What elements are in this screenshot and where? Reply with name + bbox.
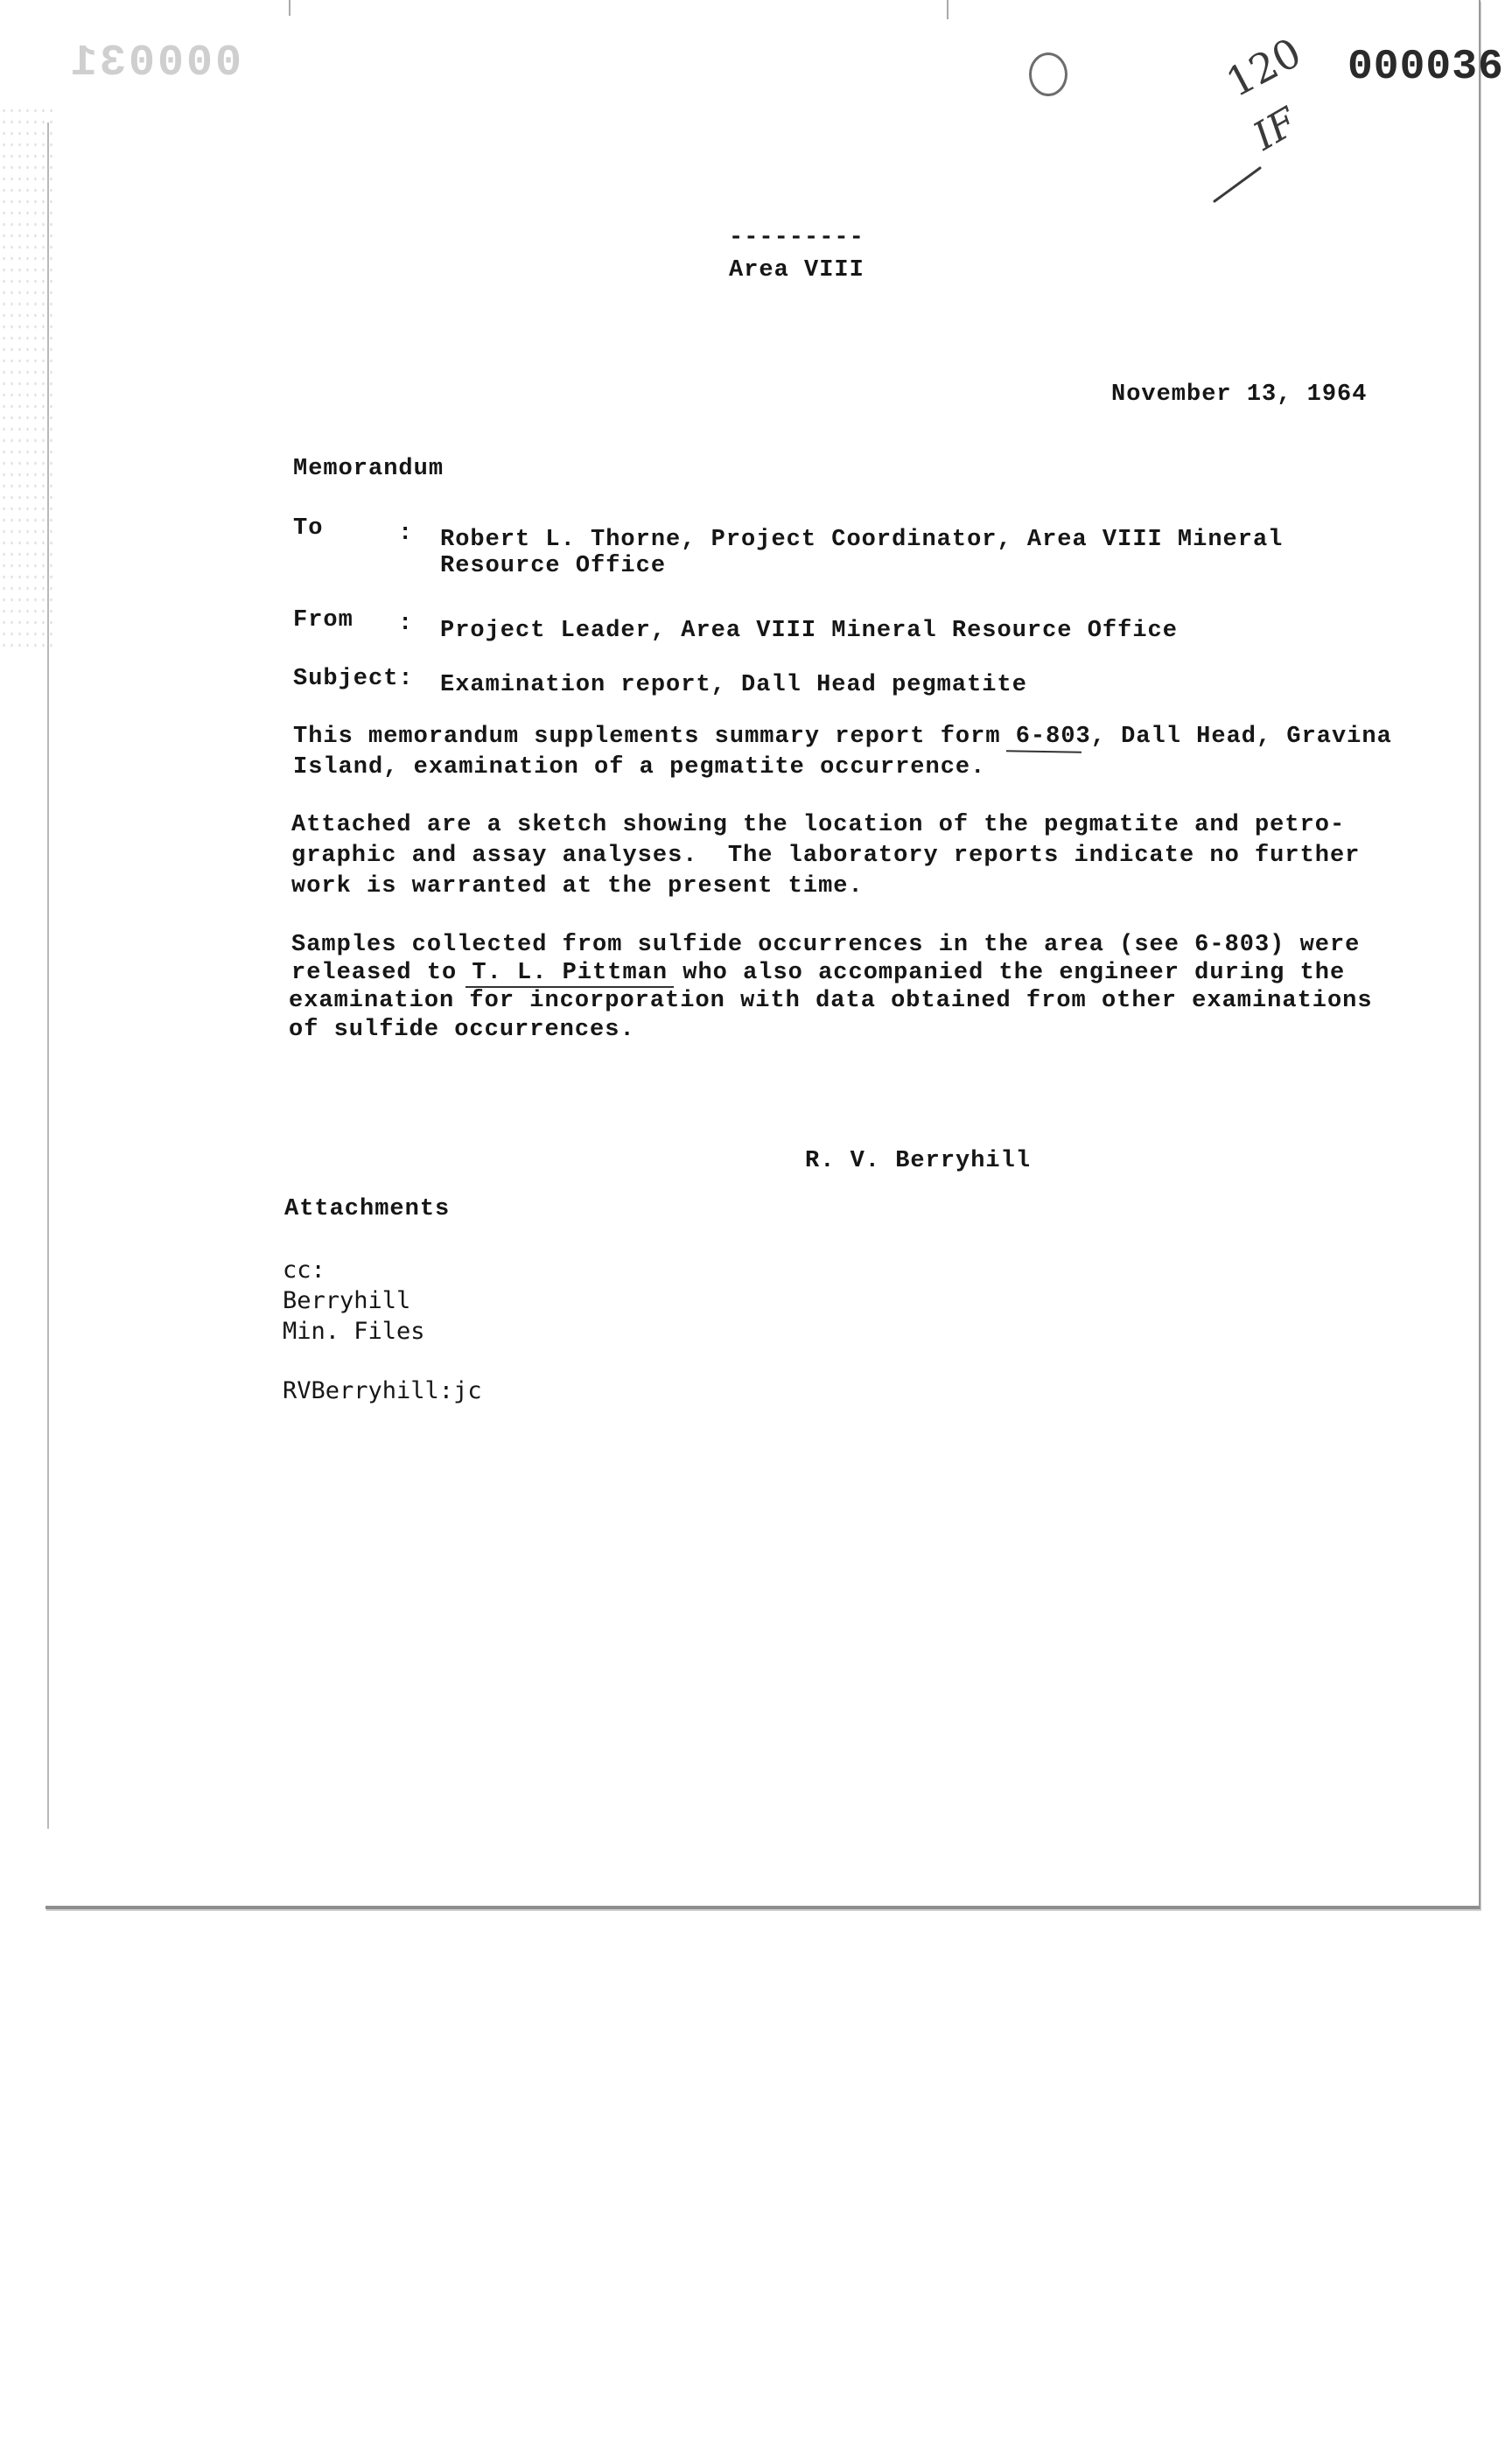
scan-mark (947, 0, 948, 19)
header-rule: --------- (729, 225, 864, 251)
cc-recipient: Berryhill (283, 1287, 411, 1314)
page-left-edge (47, 122, 49, 1829)
paragraph-3-line-1: Samples collected from sulfide occurrences in the area (see 6-803) were (291, 932, 1361, 958)
handwritten-dash (1214, 168, 1260, 201)
from-sender: Project Leader, Area VIII Mineral Resource Office (440, 618, 1178, 644)
signature-name: R. V. Berryhill (805, 1148, 1032, 1174)
paragraph-2-line-3: work is warranted at the present time. (291, 873, 864, 900)
scan-speckle (0, 105, 52, 648)
cc-recipient: Min. Files (283, 1318, 425, 1345)
subject-text: Examination report, Dall Head pegmatite (440, 672, 1027, 698)
to-colon: : (398, 521, 414, 547)
paragraph-3-line-2: released to T. L. Pittman who also accompanied the engineer during the (291, 960, 1346, 986)
to-recipient-line-1: Robert L. Thorne, Project Coordinator, Area VIII Mineral (440, 527, 1284, 553)
paragraph-2-line-2: graphic and assay analyses. The laboratory reports indicate no further (291, 843, 1361, 869)
page-heading: Area VIII (729, 257, 864, 284)
punch-hole (1029, 52, 1068, 96)
handwritten-number: 120 (1218, 28, 1309, 107)
from-colon: : (398, 611, 414, 637)
handwritten-code: IF (1246, 99, 1306, 159)
paragraph-1-line-1: This memorandum supplements summary report form 6-803, Dall Head, Gravina (293, 724, 1392, 750)
attachments-label: Attachments (284, 1196, 451, 1222)
bleed-through-number: 000031 (68, 38, 242, 88)
to-recipient-line-2: Resource Office (440, 553, 667, 579)
cc-label: cc: (283, 1256, 326, 1284)
from-label: From (293, 607, 354, 634)
memo-type: Memorandum (293, 456, 444, 482)
to-label: To (293, 515, 324, 542)
typist-initials: RVBerryhill:jc (283, 1377, 482, 1404)
subject-label: Subject: (293, 666, 414, 692)
paragraph-3-line-4: of sulfide occurrences. (289, 1017, 635, 1043)
paragraph-2-line-1: Attached are a sketch showing the location of the pegmatite and petro- (291, 812, 1346, 838)
paragraph-3-line-3: examination for incorporation with data obtained from other examinations (289, 988, 1373, 1014)
memo-date: November 13, 1964 (1111, 382, 1368, 408)
scan-mark (289, 0, 290, 16)
paragraph-1-line-2: Island, examination of a pegmatite occurrence. (293, 754, 986, 780)
document-stamp-number: 000036 (1348, 44, 1504, 91)
